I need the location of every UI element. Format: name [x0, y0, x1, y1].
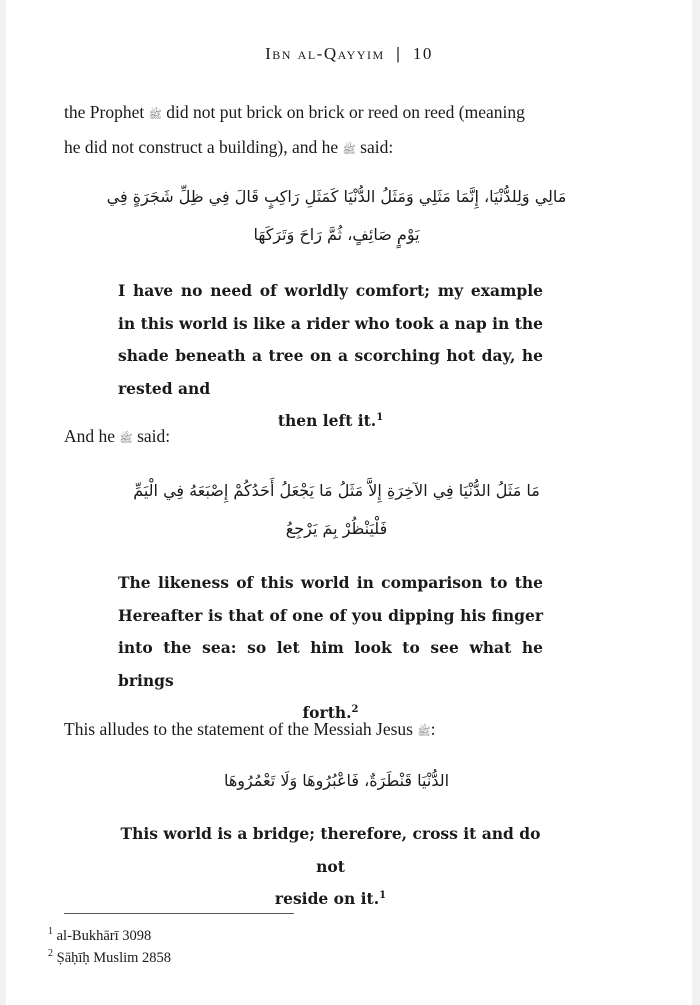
paragraph-1-text-c: he did not construct a building), and he: [64, 137, 343, 157]
translation-quote-1-body: I have no need of worldly comfort; my example in this world is like a rider who took a nap in the shade beneath a tree on a scorching hot day, he rested and: [118, 281, 543, 398]
footnote-number: 2: [48, 948, 53, 960]
translation-quote-1-last: then left it.: [277, 411, 377, 430]
salawat-icon: ﷺ: [417, 726, 431, 738]
paragraph-1: [64, 96, 609, 166]
salawat-icon: ﷺ: [148, 109, 162, 121]
paragraph-2: [64, 420, 609, 455]
translation-quote-2: [118, 567, 543, 730]
paragraph-3-text-b: :: [430, 719, 436, 739]
translation-quote-1: [118, 275, 543, 438]
paragraph-1-text-d: said:: [355, 137, 394, 157]
arabic-hadith-2-line-1: مَا مَثَلُ الدُّنْيَا فِي الآخِرَةِ إِلاَّ مَثَلُ مَا يَجْعَلُ أَحَدُكُمْ إِصْبَعَهُ فِي الْيَمِّ: [133, 481, 540, 500]
arabic-hadith-1-line-1: مَالِي وَلِلدُّنْيَا، إِنَّمَا مَثَلِي وَمَثَلُ الدُّنْيَا كَمَثَلِ رَاكِبٍ قَالَ فِي ظِلِّ شَجَرَةٍ فِي: [106, 187, 567, 206]
translation-quote-3: [118, 818, 543, 916]
footnote-1: [48, 926, 151, 946]
footnote-divider: [64, 913, 294, 914]
arabic-hadith-1: [64, 178, 609, 254]
page-number: 10: [412, 44, 433, 63]
paragraph-3-text-a: This alludes to the statement of the Messiah Jesus: [64, 719, 418, 739]
arabic-hadith-2: [64, 472, 609, 548]
footnote-text: Ṣāḥīḥ Muslim 2858: [56, 950, 172, 966]
arabic-saying-3-line-1: الدُّنْيَا قَنْطَرَةٌ، فَاعْبُرُوهَا وَلَا تَعْمُرُوهَا: [223, 771, 450, 790]
paragraph-1-text-b: did not put brick on brick or reed on reed (meaning: [161, 102, 525, 122]
footnote-ref[interactable]: 1: [379, 889, 387, 901]
footnote-text: al-Bukhārī 3098: [56, 928, 152, 944]
translation-quote-3-line-1: This world is a bridge; therefore, cross it and do not: [120, 824, 541, 876]
paragraph-1-text-a: the Prophet: [64, 102, 149, 122]
footnote-number: 1: [48, 926, 53, 938]
footnote-ref[interactable]: 1: [376, 411, 384, 423]
salawat-icon: ﷺ: [119, 433, 133, 445]
translation-quote-3-line-2: reside on it.: [274, 889, 380, 908]
arabic-hadith-2-line-2: فَلْيَنْظُرْ بِمَ يَرْجِعُ: [285, 519, 388, 538]
running-header: [6, 44, 692, 64]
book-title: Ibn al-Qayyim: [265, 44, 385, 63]
paragraph-2-text-b: said:: [132, 426, 171, 446]
salawat-icon: ﷺ: [342, 144, 356, 156]
paragraph-3: [64, 713, 609, 748]
header-separator: |: [396, 44, 402, 63]
document-page: [6, 0, 692, 1005]
footnote-2: [48, 948, 171, 968]
translation-quote-3-line-2-wrap: [118, 883, 543, 916]
arabic-hadith-1-line-2: يَوْمٍ صَائِفٍ، ثُمَّ رَاحَ وَتَرَكَهَا: [253, 225, 420, 244]
translation-quote-2-body: The likeness of this world in comparison to the Hereafter is that of one of you dipping his finger into the sea: so let him look to see what he brings: [118, 573, 543, 690]
arabic-saying-3: [64, 762, 609, 800]
paragraph-2-text-a: And he: [64, 426, 120, 446]
translation-quote-2-last: forth.: [302, 703, 352, 722]
footnote-ref[interactable]: 2: [351, 703, 359, 715]
